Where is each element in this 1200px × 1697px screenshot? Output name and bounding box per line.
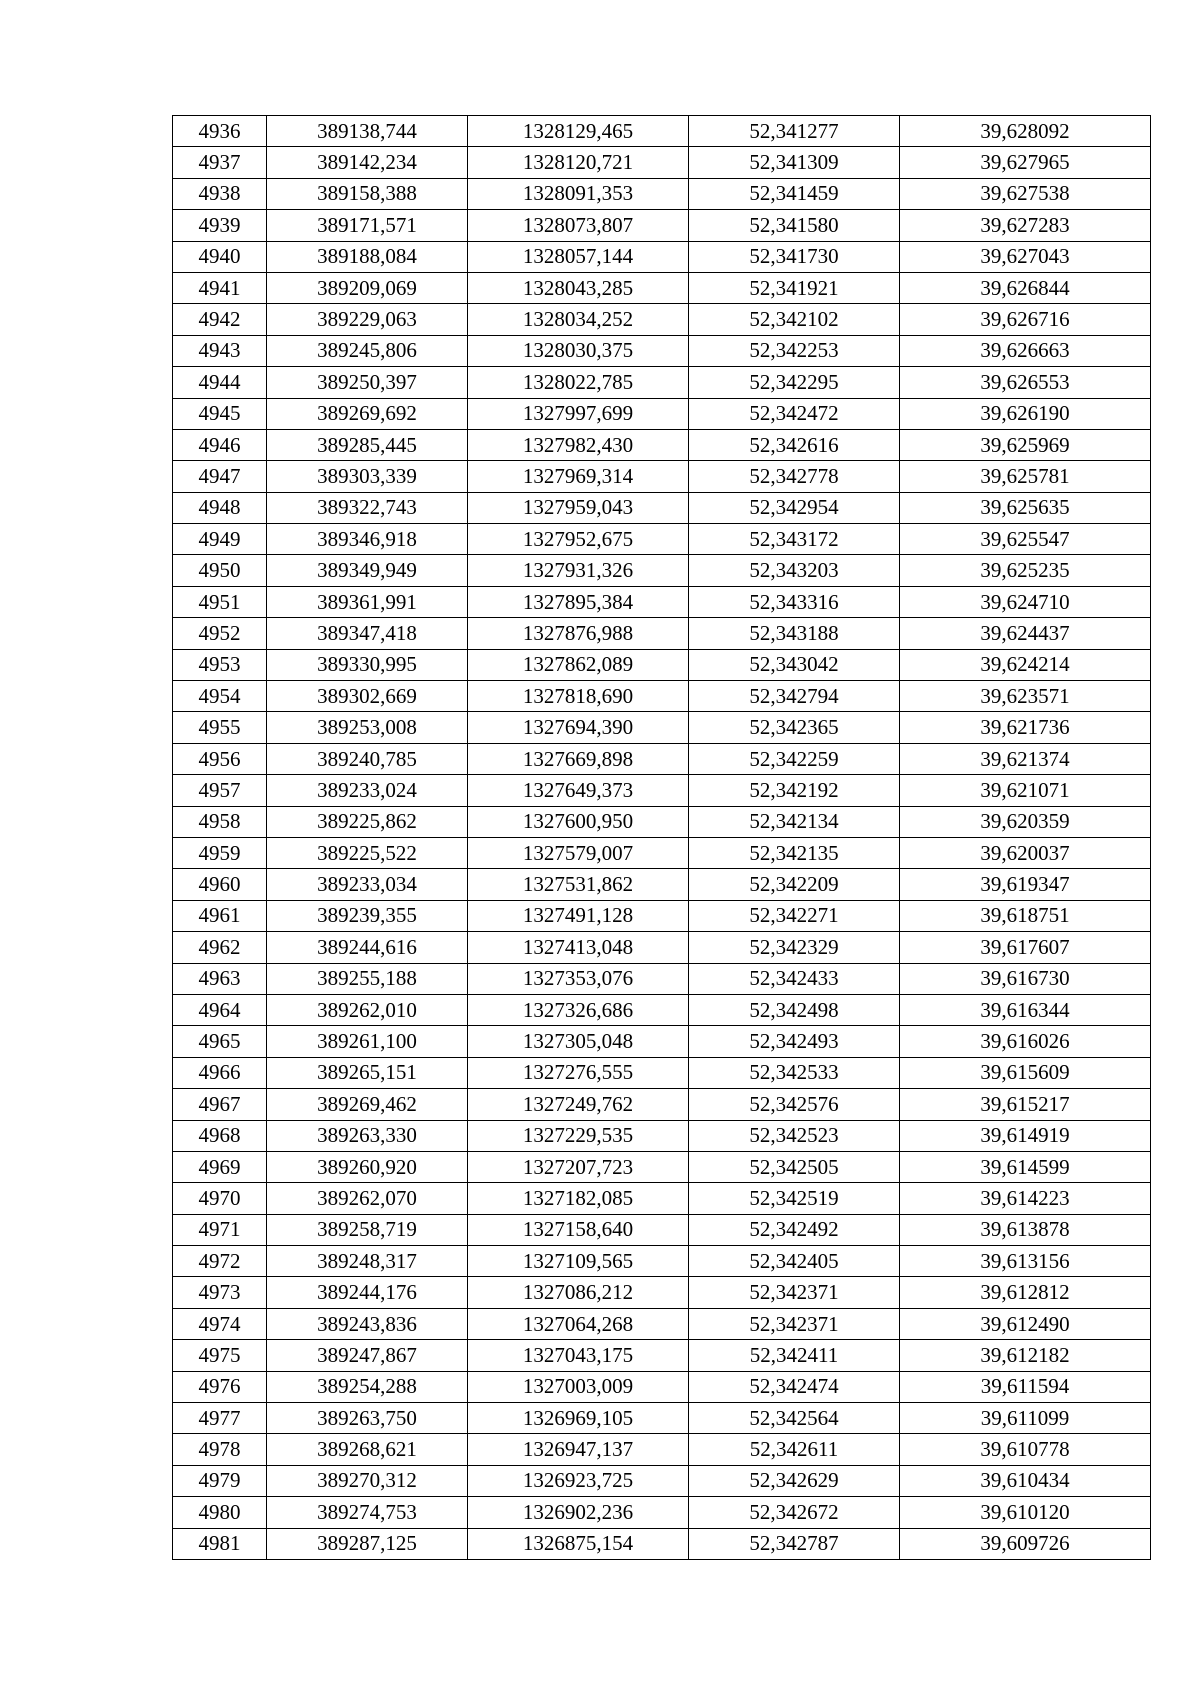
longitude-cell: 39,623571 <box>900 681 1151 712</box>
x-coordinate-cell: 389322,743 <box>267 492 468 523</box>
table-row <box>173 492 1151 523</box>
longitude-cell: 39,613878 <box>900 1214 1151 1245</box>
x-coordinate-cell: 389270,312 <box>267 1465 468 1496</box>
x-coordinate-cell: 389243,836 <box>267 1308 468 1339</box>
longitude-cell: 39,626844 <box>900 272 1151 303</box>
x-coordinate-cell: 389244,616 <box>267 932 468 963</box>
y-coordinate-cell: 1326902,236 <box>468 1497 689 1528</box>
longitude-cell: 39,620037 <box>900 837 1151 868</box>
x-coordinate-cell: 389287,125 <box>267 1528 468 1559</box>
x-coordinate-cell: 389247,867 <box>267 1340 468 1371</box>
table-row <box>173 1277 1151 1308</box>
latitude-cell: 52,342493 <box>689 1026 900 1057</box>
longitude-cell: 39,611594 <box>900 1371 1151 1402</box>
longitude-cell: 39,615609 <box>900 1057 1151 1088</box>
y-coordinate-cell: 1328030,375 <box>468 335 689 366</box>
longitude-cell: 39,625635 <box>900 492 1151 523</box>
x-coordinate-cell: 389225,522 <box>267 837 468 868</box>
longitude-cell: 39,610778 <box>900 1434 1151 1465</box>
y-coordinate-cell: 1327043,175 <box>468 1340 689 1371</box>
point-number-cell: 4943 <box>173 335 267 366</box>
y-coordinate-cell: 1327064,268 <box>468 1308 689 1339</box>
table-row <box>173 649 1151 680</box>
point-number-cell: 4946 <box>173 429 267 460</box>
latitude-cell: 52,342787 <box>689 1528 900 1559</box>
table-row <box>173 900 1151 931</box>
point-number-cell: 4948 <box>173 492 267 523</box>
latitude-cell: 52,342794 <box>689 681 900 712</box>
point-number-cell: 4939 <box>173 210 267 241</box>
latitude-cell: 52,341277 <box>689 116 900 147</box>
latitude-cell: 52,342365 <box>689 712 900 743</box>
y-coordinate-cell: 1328129,465 <box>468 116 689 147</box>
y-coordinate-cell: 1327876,988 <box>468 618 689 649</box>
point-number-cell: 4950 <box>173 555 267 586</box>
x-coordinate-cell: 389346,918 <box>267 524 468 555</box>
latitude-cell: 52,343172 <box>689 524 900 555</box>
point-number-cell: 4947 <box>173 461 267 492</box>
longitude-cell: 39,616344 <box>900 994 1151 1025</box>
longitude-cell: 39,625547 <box>900 524 1151 555</box>
y-coordinate-cell: 1327413,048 <box>468 932 689 963</box>
table-row <box>173 367 1151 398</box>
latitude-cell: 52,342611 <box>689 1434 900 1465</box>
longitude-cell: 39,627965 <box>900 147 1151 178</box>
y-coordinate-cell: 1327694,390 <box>468 712 689 743</box>
x-coordinate-cell: 389209,069 <box>267 272 468 303</box>
y-coordinate-cell: 1327862,089 <box>468 649 689 680</box>
longitude-cell: 39,621374 <box>900 743 1151 774</box>
y-coordinate-cell: 1328057,144 <box>468 241 689 272</box>
longitude-cell: 39,614223 <box>900 1183 1151 1214</box>
longitude-cell: 39,614599 <box>900 1151 1151 1182</box>
point-number-cell: 4938 <box>173 178 267 209</box>
latitude-cell: 52,343203 <box>689 555 900 586</box>
table-row <box>173 712 1151 743</box>
latitude-cell: 52,342405 <box>689 1246 900 1277</box>
table-row <box>173 963 1151 994</box>
latitude-cell: 52,341580 <box>689 210 900 241</box>
latitude-cell: 52,342135 <box>689 837 900 868</box>
y-coordinate-cell: 1327952,675 <box>468 524 689 555</box>
y-coordinate-cell: 1327649,373 <box>468 775 689 806</box>
latitude-cell: 52,342329 <box>689 932 900 963</box>
x-coordinate-cell: 389254,288 <box>267 1371 468 1402</box>
y-coordinate-cell: 1326923,725 <box>468 1465 689 1496</box>
y-coordinate-cell: 1327818,690 <box>468 681 689 712</box>
x-coordinate-cell: 389229,063 <box>267 304 468 335</box>
latitude-cell: 52,343042 <box>689 649 900 680</box>
latitude-cell: 52,341309 <box>689 147 900 178</box>
table-row <box>173 994 1151 1025</box>
x-coordinate-cell: 389274,753 <box>267 1497 468 1528</box>
latitude-cell: 52,342564 <box>689 1403 900 1434</box>
table-row <box>173 775 1151 806</box>
y-coordinate-cell: 1327109,565 <box>468 1246 689 1277</box>
y-coordinate-cell: 1328034,252 <box>468 304 689 335</box>
latitude-cell: 52,341459 <box>689 178 900 209</box>
point-number-cell: 4945 <box>173 398 267 429</box>
longitude-cell: 39,614919 <box>900 1120 1151 1151</box>
point-number-cell: 4973 <box>173 1277 267 1308</box>
y-coordinate-cell: 1327491,128 <box>468 900 689 931</box>
point-number-cell: 4967 <box>173 1089 267 1120</box>
x-coordinate-cell: 389233,024 <box>267 775 468 806</box>
x-coordinate-cell: 389269,462 <box>267 1089 468 1120</box>
table-row <box>173 1371 1151 1402</box>
point-number-cell: 4954 <box>173 681 267 712</box>
point-number-cell: 4957 <box>173 775 267 806</box>
table-row <box>173 1089 1151 1120</box>
latitude-cell: 52,342259 <box>689 743 900 774</box>
longitude-cell: 39,627283 <box>900 210 1151 241</box>
table-row <box>173 1120 1151 1151</box>
table-row <box>173 681 1151 712</box>
point-number-cell: 4942 <box>173 304 267 335</box>
y-coordinate-cell: 1327003,009 <box>468 1371 689 1402</box>
point-number-cell: 4971 <box>173 1214 267 1245</box>
longitude-cell: 39,624437 <box>900 618 1151 649</box>
longitude-cell: 39,627538 <box>900 178 1151 209</box>
y-coordinate-cell: 1327895,384 <box>468 586 689 617</box>
latitude-cell: 52,342371 <box>689 1308 900 1339</box>
longitude-cell: 39,610120 <box>900 1497 1151 1528</box>
table-row <box>173 1465 1151 1496</box>
point-number-cell: 4966 <box>173 1057 267 1088</box>
y-coordinate-cell: 1328043,285 <box>468 272 689 303</box>
y-coordinate-cell: 1327249,762 <box>468 1089 689 1120</box>
table-row <box>173 1528 1151 1559</box>
point-number-cell: 4972 <box>173 1246 267 1277</box>
latitude-cell: 52,342253 <box>689 335 900 366</box>
latitude-cell: 52,342411 <box>689 1340 900 1371</box>
table-row <box>173 210 1151 241</box>
y-coordinate-cell: 1328120,721 <box>468 147 689 178</box>
table-row <box>173 178 1151 209</box>
x-coordinate-cell: 389171,571 <box>267 210 468 241</box>
latitude-cell: 52,342672 <box>689 1497 900 1528</box>
y-coordinate-cell: 1327982,430 <box>468 429 689 460</box>
table-row <box>173 555 1151 586</box>
y-coordinate-cell: 1327229,535 <box>468 1120 689 1151</box>
table-row <box>173 1214 1151 1245</box>
latitude-cell: 52,342523 <box>689 1120 900 1151</box>
latitude-cell: 52,343188 <box>689 618 900 649</box>
longitude-cell: 39,625235 <box>900 555 1151 586</box>
latitude-cell: 52,342295 <box>689 367 900 398</box>
y-coordinate-cell: 1327931,326 <box>468 555 689 586</box>
coordinates-table-body <box>173 116 1151 1560</box>
y-coordinate-cell: 1326875,154 <box>468 1528 689 1559</box>
table-row <box>173 524 1151 555</box>
point-number-cell: 4960 <box>173 869 267 900</box>
point-number-cell: 4952 <box>173 618 267 649</box>
latitude-cell: 52,342102 <box>689 304 900 335</box>
point-number-cell: 4955 <box>173 712 267 743</box>
point-number-cell: 4974 <box>173 1308 267 1339</box>
point-number-cell: 4956 <box>173 743 267 774</box>
longitude-cell: 39,613156 <box>900 1246 1151 1277</box>
y-coordinate-cell: 1327600,950 <box>468 806 689 837</box>
latitude-cell: 52,342209 <box>689 869 900 900</box>
table-row <box>173 398 1151 429</box>
y-coordinate-cell: 1327531,862 <box>468 869 689 900</box>
point-number-cell: 4968 <box>173 1120 267 1151</box>
table-row <box>173 1308 1151 1339</box>
y-coordinate-cell: 1327207,723 <box>468 1151 689 1182</box>
y-coordinate-cell: 1327326,686 <box>468 994 689 1025</box>
x-coordinate-cell: 389239,355 <box>267 900 468 931</box>
table-row <box>173 1026 1151 1057</box>
point-number-cell: 4962 <box>173 932 267 963</box>
point-number-cell: 4937 <box>173 147 267 178</box>
x-coordinate-cell: 389302,669 <box>267 681 468 712</box>
longitude-cell: 39,612490 <box>900 1308 1151 1339</box>
latitude-cell: 52,342472 <box>689 398 900 429</box>
longitude-cell: 39,626663 <box>900 335 1151 366</box>
table-row <box>173 147 1151 178</box>
y-coordinate-cell: 1327182,085 <box>468 1183 689 1214</box>
latitude-cell: 52,342629 <box>689 1465 900 1496</box>
table-row <box>173 1057 1151 1088</box>
table-row <box>173 1403 1151 1434</box>
x-coordinate-cell: 389260,920 <box>267 1151 468 1182</box>
longitude-cell: 39,625969 <box>900 429 1151 460</box>
x-coordinate-cell: 389285,445 <box>267 429 468 460</box>
y-coordinate-cell: 1328073,807 <box>468 210 689 241</box>
y-coordinate-cell: 1327969,314 <box>468 461 689 492</box>
point-number-cell: 4975 <box>173 1340 267 1371</box>
y-coordinate-cell: 1327669,898 <box>468 743 689 774</box>
x-coordinate-cell: 389347,418 <box>267 618 468 649</box>
latitude-cell: 52,342192 <box>689 775 900 806</box>
y-coordinate-cell: 1326947,137 <box>468 1434 689 1465</box>
point-number-cell: 4980 <box>173 1497 267 1528</box>
x-coordinate-cell: 389158,388 <box>267 178 468 209</box>
x-coordinate-cell: 389240,785 <box>267 743 468 774</box>
table-row <box>173 335 1151 366</box>
point-number-cell: 4970 <box>173 1183 267 1214</box>
longitude-cell: 39,625781 <box>900 461 1151 492</box>
x-coordinate-cell: 389269,692 <box>267 398 468 429</box>
x-coordinate-cell: 389233,034 <box>267 869 468 900</box>
x-coordinate-cell: 389263,330 <box>267 1120 468 1151</box>
x-coordinate-cell: 389142,234 <box>267 147 468 178</box>
x-coordinate-cell: 389330,995 <box>267 649 468 680</box>
point-number-cell: 4959 <box>173 837 267 868</box>
longitude-cell: 39,617607 <box>900 932 1151 963</box>
point-number-cell: 4969 <box>173 1151 267 1182</box>
longitude-cell: 39,612812 <box>900 1277 1151 1308</box>
point-number-cell: 4976 <box>173 1371 267 1402</box>
x-coordinate-cell: 389303,339 <box>267 461 468 492</box>
x-coordinate-cell: 389349,949 <box>267 555 468 586</box>
longitude-cell: 39,619347 <box>900 869 1151 900</box>
longitude-cell: 39,626716 <box>900 304 1151 335</box>
x-coordinate-cell: 389188,084 <box>267 241 468 272</box>
y-coordinate-cell: 1328022,785 <box>468 367 689 398</box>
longitude-cell: 39,618751 <box>900 900 1151 931</box>
point-number-cell: 4940 <box>173 241 267 272</box>
longitude-cell: 39,611099 <box>900 1403 1151 1434</box>
x-coordinate-cell: 389245,806 <box>267 335 468 366</box>
longitude-cell: 39,627043 <box>900 241 1151 272</box>
y-coordinate-cell: 1327579,007 <box>468 837 689 868</box>
x-coordinate-cell: 389261,100 <box>267 1026 468 1057</box>
x-coordinate-cell: 389268,621 <box>267 1434 468 1465</box>
longitude-cell: 39,621071 <box>900 775 1151 806</box>
point-number-cell: 4941 <box>173 272 267 303</box>
y-coordinate-cell: 1327276,555 <box>468 1057 689 1088</box>
table-row <box>173 586 1151 617</box>
longitude-cell: 39,612182 <box>900 1340 1151 1371</box>
y-coordinate-cell: 1327959,043 <box>468 492 689 523</box>
table-row <box>173 304 1151 335</box>
table-row <box>173 461 1151 492</box>
y-coordinate-cell: 1326969,105 <box>468 1403 689 1434</box>
y-coordinate-cell: 1327997,699 <box>468 398 689 429</box>
x-coordinate-cell: 389250,397 <box>267 367 468 398</box>
x-coordinate-cell: 389265,151 <box>267 1057 468 1088</box>
latitude-cell: 52,342519 <box>689 1183 900 1214</box>
longitude-cell: 39,621736 <box>900 712 1151 743</box>
table-row <box>173 1340 1151 1371</box>
x-coordinate-cell: 389248,317 <box>267 1246 468 1277</box>
table-row <box>173 869 1151 900</box>
point-number-cell: 4949 <box>173 524 267 555</box>
point-number-cell: 4978 <box>173 1434 267 1465</box>
table-row <box>173 429 1151 460</box>
point-number-cell: 4965 <box>173 1026 267 1057</box>
longitude-cell: 39,624710 <box>900 586 1151 617</box>
longitude-cell: 39,615217 <box>900 1089 1151 1120</box>
x-coordinate-cell: 389258,719 <box>267 1214 468 1245</box>
longitude-cell: 39,626190 <box>900 398 1151 429</box>
point-number-cell: 4961 <box>173 900 267 931</box>
longitude-cell: 39,620359 <box>900 806 1151 837</box>
point-number-cell: 4979 <box>173 1465 267 1496</box>
y-coordinate-cell: 1327353,076 <box>468 963 689 994</box>
point-number-cell: 4953 <box>173 649 267 680</box>
longitude-cell: 39,616730 <box>900 963 1151 994</box>
latitude-cell: 52,342134 <box>689 806 900 837</box>
x-coordinate-cell: 389253,008 <box>267 712 468 743</box>
table-row <box>173 1497 1151 1528</box>
x-coordinate-cell: 389262,070 <box>267 1183 468 1214</box>
point-number-cell: 4958 <box>173 806 267 837</box>
x-coordinate-cell: 389262,010 <box>267 994 468 1025</box>
point-number-cell: 4951 <box>173 586 267 617</box>
x-coordinate-cell: 389225,862 <box>267 806 468 837</box>
table-row <box>173 1246 1151 1277</box>
latitude-cell: 52,341730 <box>689 241 900 272</box>
latitude-cell: 52,342576 <box>689 1089 900 1120</box>
point-number-cell: 4964 <box>173 994 267 1025</box>
longitude-cell: 39,624214 <box>900 649 1151 680</box>
table-row <box>173 932 1151 963</box>
table-row <box>173 618 1151 649</box>
latitude-cell: 52,342271 <box>689 900 900 931</box>
y-coordinate-cell: 1327305,048 <box>468 1026 689 1057</box>
latitude-cell: 52,341921 <box>689 272 900 303</box>
table-row <box>173 1434 1151 1465</box>
table-row <box>173 806 1151 837</box>
latitude-cell: 52,342533 <box>689 1057 900 1088</box>
table-row <box>173 241 1151 272</box>
latitude-cell: 52,342371 <box>689 1277 900 1308</box>
latitude-cell: 52,342778 <box>689 461 900 492</box>
point-number-cell: 4944 <box>173 367 267 398</box>
point-number-cell: 4936 <box>173 116 267 147</box>
table-row <box>173 1151 1151 1182</box>
x-coordinate-cell: 389138,744 <box>267 116 468 147</box>
longitude-cell: 39,626553 <box>900 367 1151 398</box>
longitude-cell: 39,616026 <box>900 1026 1151 1057</box>
longitude-cell: 39,610434 <box>900 1465 1151 1496</box>
point-number-cell: 4963 <box>173 963 267 994</box>
latitude-cell: 52,342616 <box>689 429 900 460</box>
y-coordinate-cell: 1328091,353 <box>468 178 689 209</box>
table-row <box>173 743 1151 774</box>
table-row <box>173 837 1151 868</box>
latitude-cell: 52,343316 <box>689 586 900 617</box>
latitude-cell: 52,342505 <box>689 1151 900 1182</box>
latitude-cell: 52,342474 <box>689 1371 900 1402</box>
y-coordinate-cell: 1327158,640 <box>468 1214 689 1245</box>
longitude-cell: 39,628092 <box>900 116 1151 147</box>
latitude-cell: 52,342954 <box>689 492 900 523</box>
table-row <box>173 1183 1151 1214</box>
latitude-cell: 52,342433 <box>689 963 900 994</box>
x-coordinate-cell: 389244,176 <box>267 1277 468 1308</box>
longitude-cell: 39,609726 <box>900 1528 1151 1559</box>
point-number-cell: 4981 <box>173 1528 267 1559</box>
coordinates-table <box>172 115 1151 1560</box>
x-coordinate-cell: 389263,750 <box>267 1403 468 1434</box>
latitude-cell: 52,342492 <box>689 1214 900 1245</box>
table-row <box>173 272 1151 303</box>
x-coordinate-cell: 389361,991 <box>267 586 468 617</box>
table-row <box>173 116 1151 147</box>
x-coordinate-cell: 389255,188 <box>267 963 468 994</box>
y-coordinate-cell: 1327086,212 <box>468 1277 689 1308</box>
latitude-cell: 52,342498 <box>689 994 900 1025</box>
point-number-cell: 4977 <box>173 1403 267 1434</box>
